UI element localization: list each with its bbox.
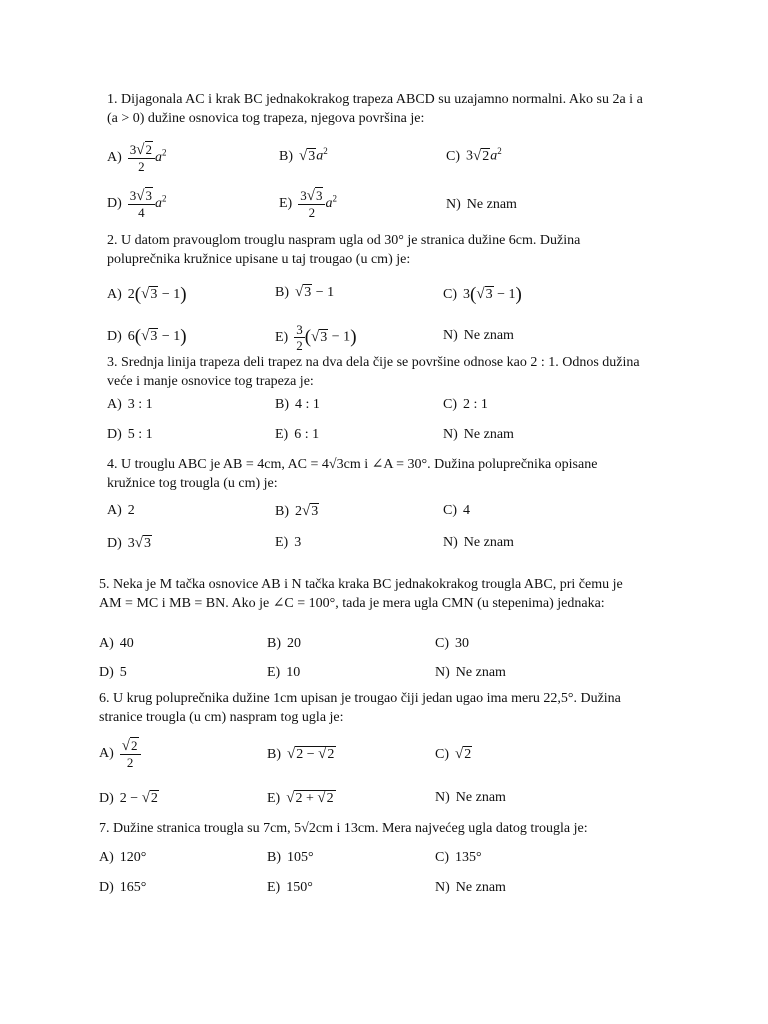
question-4-text: 4. U trouglu ABC je AB = 4cm, AC = 4√3cm i ∠A = 30°. Dužina poluprečnika opisane kružnice tog trougla (u cm) je: xyxy=(107,457,598,491)
answer-5e: E) 10 xyxy=(267,665,301,680)
answer-3b: B) 4 : 1 xyxy=(275,397,320,412)
answer-6c: C) √2 xyxy=(435,746,472,762)
answer-6d: D) 2 − √2 xyxy=(99,790,158,806)
answer-2e: E) $\frac{3}{2}$ (√3 − 1) xyxy=(275,322,357,353)
answer-5a: A) 40 xyxy=(99,636,134,651)
answer-1n: N) Ne znam xyxy=(446,197,517,212)
answer-6b: B) √2 − √2 xyxy=(267,746,335,762)
answer-2d: D) 6(√3 − 1) xyxy=(107,326,187,347)
answer-5d: D) 5 xyxy=(99,665,127,680)
question-7-text: 7. Dužine stranica trougla su 7cm, 5√2cm i 13cm. Mera najvećeg ugla datog trougla je: xyxy=(99,821,588,836)
answer-1c: C) $3√2a^2$ xyxy=(446,146,502,164)
answer-1b: B) $√3a^2$ xyxy=(279,146,328,164)
answer-2c: C) 3(√3 − 1) xyxy=(443,284,522,305)
answer-2a: A) 2(√3 − 1) xyxy=(107,284,187,305)
answer-7a: A) 120° xyxy=(99,850,147,865)
answer-1d: D) $\frac{3√3}{4}$ $a^2$ xyxy=(107,188,167,220)
question-6-text: 6. U krug poluprečnika dužine 1cm upisan je trougao čiji jedan ugao ima meru 22,5°. Dužina stranice trougla (u cm) naspram tog ugla je: xyxy=(99,691,621,725)
answer-7n: N) Ne znam xyxy=(435,880,506,895)
answer-7d: D) 165° xyxy=(99,880,147,895)
answer-1a: A) $\frac{3√2}{2}$ $a^2$ xyxy=(107,142,167,174)
question-5-text: 5. Neka je M tačka osnovice AB i N tačka kraka BC jednakokrakog trougla ABC, pri čemu je AM = MC i MB = BN. Ako je ∠C = 100°, tada je mera ugla CMN (u stepenima) jednaka: xyxy=(99,577,623,611)
answer-3e: E) 6 : 1 xyxy=(275,427,320,442)
answer-7c: C) 135° xyxy=(435,850,482,865)
answer-6e: E) √2 + √2 xyxy=(267,790,334,806)
answer-5n: N) Ne znam xyxy=(435,665,506,680)
answer-3a: A) 3 : 1 xyxy=(107,397,153,412)
answer-1e: E) $\frac{3√3}{2}$ $a^2$ xyxy=(279,188,337,220)
answer-5b: B) 20 xyxy=(267,636,301,651)
answer-7b: B) 105° xyxy=(267,850,314,865)
answer-4d: D) 3√3 xyxy=(107,535,152,551)
answer-7e: E) 150° xyxy=(267,880,313,895)
answer-4c: C) 4 xyxy=(443,503,470,518)
answer-3c: C) 2 : 1 xyxy=(443,397,488,412)
answer-3d: D) 5 : 1 xyxy=(107,427,153,442)
answer-2b: B) √3 − 1 xyxy=(275,284,335,300)
question-1-text: 1. Dijagonala AC i krak BC jednakokrakog trapeza ABCD su uzajamno normalni. Ako su 2a i a (a > 0) dužine osnovica tog trapeza, njegova površina je: xyxy=(107,92,643,126)
answer-4n: N) Ne znam xyxy=(443,535,514,550)
answer-2n: N) Ne znam xyxy=(443,328,514,343)
answer-3n: N) Ne znam xyxy=(443,427,514,442)
answer-6n: N) Ne znam xyxy=(435,790,506,805)
answer-4a: A) 2 xyxy=(107,503,135,518)
answer-5c: C) 30 xyxy=(435,636,469,651)
question-3-text: 3. Srednja linija trapeza deli trapez na dva dela čije se površine odnose kao 2 : 1. Odnos dužina veće i manje osnovice tog trapeza je: xyxy=(107,355,640,389)
answer-6a: A) $\frac{√2}{2}$ xyxy=(99,738,141,770)
answer-4e: E) 3 xyxy=(275,535,302,550)
question-2-text: 2. U datom pravouglom trouglu naspram ugla od 30° je stranica dužine 6cm. Dužina poluprečnika kružnice upisane u taj trougao (u cm) je: xyxy=(107,233,581,267)
answer-4b: B) 2√3 xyxy=(275,503,319,519)
